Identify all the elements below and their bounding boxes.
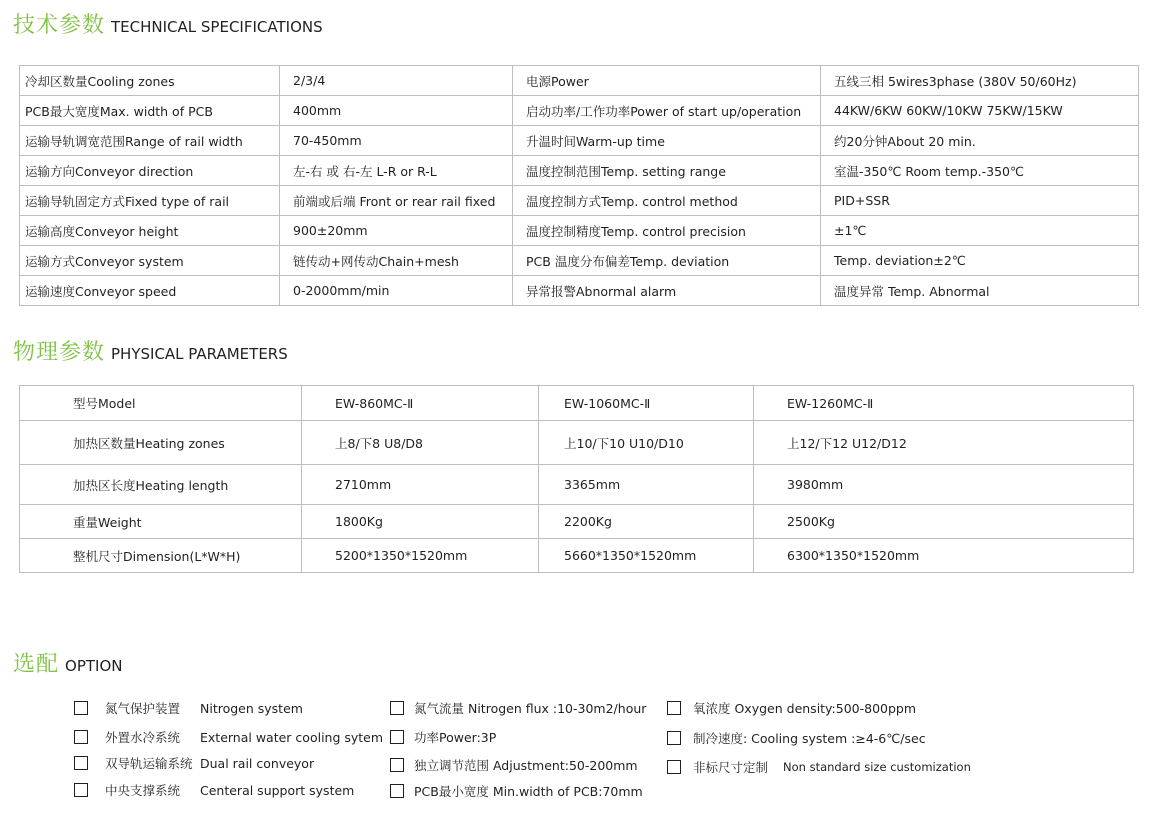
spec-label: 启动功率/工作功率Power of start up/operation	[513, 96, 821, 126]
option-label-cn: 氮气保护装置	[105, 701, 181, 716]
option-cooling-speed[interactable]	[667, 729, 926, 747]
option-label-cn: 中央支撑系统	[105, 783, 181, 798]
spec-label: 运输高度Conveyor height	[20, 216, 280, 246]
spec-label: PCB最大宽度Max. width of PCB	[20, 96, 280, 126]
option-dual-rail-conveyor[interactable]	[74, 754, 314, 772]
checkbox[interactable]	[390, 701, 404, 715]
option-title-en: OPTION	[65, 657, 123, 675]
spec-value: 900±20mm	[280, 216, 513, 246]
param-value: 5660*1350*1520mm	[539, 539, 754, 573]
option-label: 功率Power:3P	[414, 730, 497, 745]
spec-label: 温度控制精度Temp. control precision	[513, 216, 821, 246]
table-row	[20, 186, 1139, 216]
spec-value: 五线三相 5wires3phase (380V 50/60Hz)	[821, 66, 1139, 96]
option-label-en: Nitrogen system	[200, 700, 303, 716]
checkbox[interactable]	[390, 730, 404, 744]
spec-label: 运输方式Conveyor system	[20, 246, 280, 276]
param-value: EW-860MC-Ⅱ	[302, 386, 539, 421]
table-row	[20, 156, 1139, 186]
table-row	[20, 539, 1134, 573]
spec-label: 冷却区数量Cooling zones	[20, 66, 280, 96]
table-row	[20, 386, 1134, 421]
spec-value: 2/3/4	[280, 66, 513, 96]
checkbox[interactable]	[667, 731, 681, 745]
spec-label: 温度控制范围Temp. setting range	[513, 156, 821, 186]
param-label: 加热区数量Heating zones	[20, 421, 302, 465]
spec-value: ±1℃	[821, 216, 1139, 246]
spec-value: Temp. deviation±2℃	[821, 246, 1139, 276]
spec-value: 链传动+网传动Chain+mesh	[280, 246, 513, 276]
spec-value: 0-2000mm/min	[280, 276, 513, 306]
option-nitrogen-system[interactable]	[74, 699, 303, 717]
spec-label: 运输导轨固定方式Fixed type of rail	[20, 186, 280, 216]
spec-value: 44KW/6KW 60KW/10KW 75KW/15KW	[821, 96, 1139, 126]
param-value: 上12/下12 U12/D12	[754, 421, 1134, 465]
option-central-support[interactable]	[74, 781, 354, 799]
table-row	[20, 421, 1134, 465]
option-heading	[13, 647, 122, 678]
option-label-cn: 双导轨运输系统	[105, 756, 193, 771]
option-nitrogen-flux[interactable]	[390, 699, 646, 717]
table-row	[20, 276, 1139, 306]
tech-spec-title-cn: 技术参数	[13, 13, 106, 38]
option-label-en: Dual rail conveyor	[200, 755, 315, 771]
table-row	[20, 246, 1139, 276]
table-row	[20, 216, 1139, 246]
table-row	[20, 96, 1139, 126]
physical-params-title-cn: 物理参数	[13, 340, 106, 365]
spec-value: 左-右 或 右-左 L-R or R-L	[280, 156, 513, 186]
option-oxygen-density[interactable]	[667, 699, 916, 717]
spec-value: 400mm	[280, 96, 513, 126]
param-value: EW-1060MC-Ⅱ	[539, 386, 754, 421]
option-power[interactable]	[390, 728, 496, 746]
param-value: 3980mm	[754, 465, 1134, 505]
option-non-standard-size[interactable]	[667, 758, 971, 776]
param-value: 1800Kg	[302, 505, 539, 539]
spec-value: 70-450mm	[280, 126, 513, 156]
spec-value: 前端或后端 Front or rear rail fixed	[280, 186, 513, 216]
option-label: 独立调节范围 Adjustment:50-200mm	[414, 758, 638, 773]
spec-label: 温度控制方式Temp. control method	[513, 186, 821, 216]
tech-spec-table	[19, 65, 1139, 306]
checkbox[interactable]	[74, 783, 88, 797]
checkbox[interactable]	[74, 701, 88, 715]
option-label: 氮气流量 Nitrogen flux :10-30m2/hour	[414, 701, 647, 716]
table-row	[20, 66, 1139, 96]
checkbox[interactable]	[74, 730, 88, 744]
table-row	[20, 505, 1134, 539]
spec-label: PCB 温度分布偏差Temp. deviation	[513, 246, 821, 276]
option-adjustment[interactable]	[390, 756, 638, 774]
param-value: 上8/下8 U8/D8	[302, 421, 539, 465]
checkbox[interactable]	[390, 784, 404, 798]
tech-spec-title-en: TECHNICAL SPECIFICATIONS	[111, 18, 323, 36]
param-value: 6300*1350*1520mm	[754, 539, 1134, 573]
option-label: 氧浓度 Oxygen density:500-800ppm	[693, 701, 917, 716]
spec-value: 约20分钟About 20 min.	[821, 126, 1139, 156]
checkbox[interactable]	[667, 701, 681, 715]
option-label-cn: 非标尺寸定制	[693, 760, 769, 775]
param-value: 5200*1350*1520mm	[302, 539, 539, 573]
param-value: 2200Kg	[539, 505, 754, 539]
param-label: 重量Weight	[20, 505, 302, 539]
spec-value: 温度异常 Temp. Abnormal	[821, 276, 1139, 306]
param-label: 型号Model	[20, 386, 302, 421]
spec-label: 升温时间Warm-up time	[513, 126, 821, 156]
spec-value: PID+SSR	[821, 186, 1139, 216]
param-value: 2500Kg	[754, 505, 1134, 539]
option-label-en: Centeral support system	[200, 782, 355, 798]
spec-label: 电源Power	[513, 66, 821, 96]
tech-spec-heading	[13, 8, 323, 39]
spec-label: 异常报警Abnormal alarm	[513, 276, 821, 306]
param-label: 整机尺寸Dimension(L*W*H)	[20, 539, 302, 573]
physical-params-table	[19, 385, 1134, 573]
param-label: 加热区长度Heating length	[20, 465, 302, 505]
physical-params-heading	[13, 335, 288, 366]
checkbox[interactable]	[390, 758, 404, 772]
spec-value: 室温-350℃ Room temp.-350℃	[821, 156, 1139, 186]
option-label-en: External water cooling sytem	[200, 729, 384, 745]
table-row	[20, 465, 1134, 505]
param-value: 上10/下10 U10/D10	[539, 421, 754, 465]
physical-params-title-en: PHYSICAL PARAMETERS	[111, 345, 288, 363]
checkbox[interactable]	[74, 756, 88, 770]
checkbox[interactable]	[667, 760, 681, 774]
option-label: 制冷速度: Cooling system :≥4-6℃/sec	[693, 731, 926, 746]
spec-label: 运输速度Conveyor speed	[20, 276, 280, 306]
spec-label: 运输方向Conveyor direction	[20, 156, 280, 186]
spec-label: 运输导轨调宽范围Range of rail width	[20, 126, 280, 156]
table-row	[20, 126, 1139, 156]
option-label: PCB最小宽度 Min.width of PCB:70mm	[414, 784, 643, 799]
param-value: EW-1260MC-Ⅱ	[754, 386, 1134, 421]
option-label-cn: 外置水冷系统	[105, 730, 181, 745]
option-label-en: Non standard size customization	[783, 760, 971, 774]
option-external-water-cooling[interactable]	[74, 728, 383, 746]
param-value: 3365mm	[539, 465, 754, 505]
param-value: 2710mm	[302, 465, 539, 505]
option-min-pcb-width[interactable]	[390, 782, 643, 800]
option-title-cn: 选配	[13, 652, 60, 677]
